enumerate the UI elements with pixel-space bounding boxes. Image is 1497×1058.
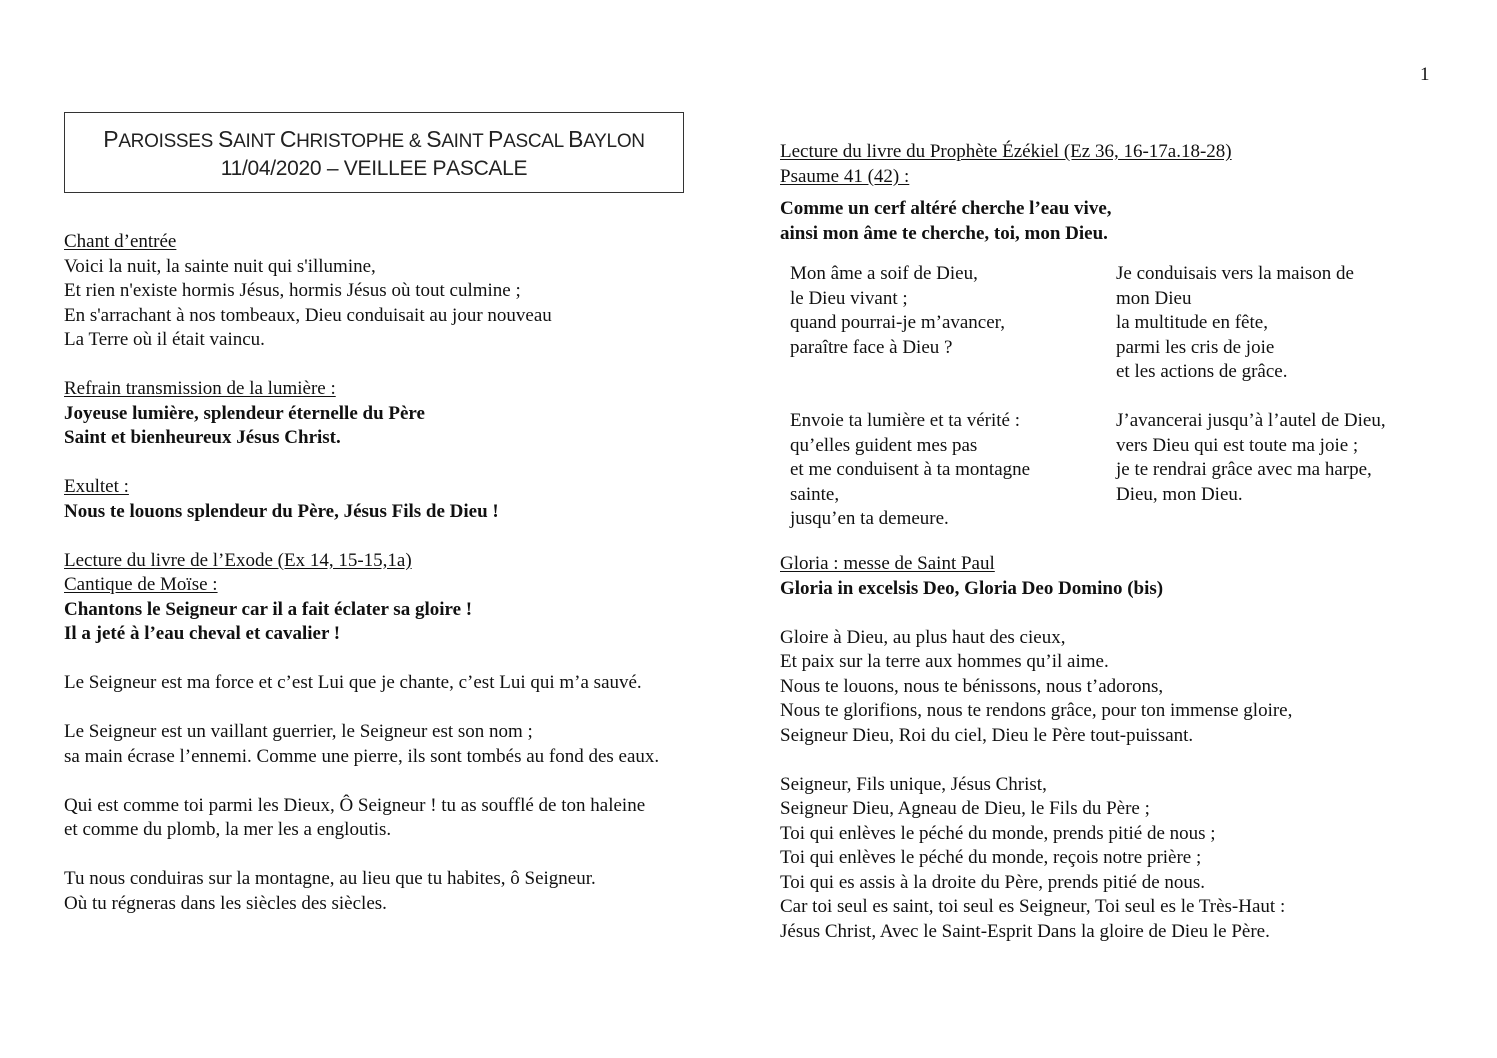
entree-line: Voici la nuit, la sainte nuit qui s'illumine, [64, 255, 376, 277]
page-number: 1 [1420, 64, 1430, 85]
cantique-verse-line: sa main écrase l’ennemi. Comme une pierre, ils sont tombés au fond des eaux. [64, 745, 660, 767]
gloria-line: Toi qui es assis à la droite du Père, prends pitié de nous. [780, 871, 1206, 893]
gloria-line: Seigneur Dieu, Roi du ciel, Dieu le Père tout-puissant. [780, 724, 1194, 746]
gloria-line: Car toi seul es saint, toi seul es Seigneur, Toi seul es le Très-Haut : [780, 896, 1286, 917]
cantique-verse-line: Tu nous conduiras sur la montagne, au lieu que tu habites, ô Seigneur. [64, 868, 596, 889]
cantique-refrain-line: Chantons le Seigneur car il a fait éclater sa gloire ! [64, 598, 473, 620]
cantique-heading: Cantique de Moïse : [64, 574, 218, 595]
gloria-line: Et paix sur la terre aux hommes qu’il aime. [780, 651, 1109, 672]
cantique-verse-line: Qui est comme toi parmi les Dieux, Ô Seigneur ! tu as soufflé de ton haleine [64, 794, 646, 816]
entree-line: Et rien n'existe hormis Jésus, hormis Jésus où tout culmine ; [64, 280, 521, 301]
gloria-line: Toi qui enlèves le péché du monde, reçois notre prière ; [780, 847, 1202, 868]
entree-line: En s'arrachant à nos tombeaux, Dieu conduisait au jour nouveau [64, 304, 552, 326]
entree-heading: Chant d’entrée [64, 231, 177, 252]
gloria-line: Seigneur, Fils unique, Jésus Christ, [780, 773, 1047, 795]
exultet-line: Nous te louons splendeur du Père, Jésus Fils de Dieu ! [64, 500, 499, 522]
refrain-section [64, 377, 754, 451]
left-column [64, 230, 754, 916]
cantique-verse-line: et comme du plomb, la mer les a engloutis. [64, 819, 392, 840]
right-column [780, 140, 1470, 942]
refrain-line: Saint et bienheureux Jésus Christ. [64, 427, 341, 448]
header-date-title: 11/04/2020 – VEILLEE PASCALE [220, 157, 528, 180]
gloria-line: Gloire à Dieu, au plus haut des cieux, [780, 626, 1066, 648]
entree-section [64, 230, 754, 353]
psaume-refrain-line: ainsi mon âme te cherche, toi, mon Dieu. [780, 222, 1108, 244]
header-parishes: PAROISSES SAINT CHRISTOPHE & SAINT PASCAL BAYLON [103, 126, 645, 152]
exode-section [64, 549, 754, 917]
gloria-section [780, 552, 1470, 944]
psaume-heading: Psaume 41 (42) : [780, 165, 910, 187]
exultet-section [64, 475, 754, 524]
refrain-heading: Refrain transmission de la lumière : [64, 378, 336, 399]
cantique-verse-line: Le Seigneur est un vaillant guerrier, le Seigneur est son nom ; [64, 721, 533, 742]
psaume-stanza-2: Je conduisais vers la maison de mon Dieu la multitude en fête, parmi les cris de joie et les actions de grâce. [1116, 263, 1354, 382]
gloria-line: Toi qui enlèves le péché du monde, prends pitié de nous ; [780, 822, 1216, 844]
entree-line: La Terre où il était vaincu. [64, 329, 265, 350]
exode-heading: Lecture du livre de l’Exode (Ex 14, 15-15,1a) [64, 549, 412, 571]
header-box [64, 112, 684, 193]
gloria-refrain: Gloria in excelsis Deo, Gloria Deo Domino (bis) [780, 577, 1164, 599]
ezekiel-heading: Lecture du livre du Prophète Ézékiel (Ez 36, 16-17a.18-28) [780, 141, 1232, 162]
psaume-stanza-3: Envoie ta lumière et ta vérité : qu’elles guident mes pas et me conduisent à ta montagne sainte, jusqu’en ta demeure. [790, 410, 1031, 529]
gloria-line: Jésus Christ, Avec le Saint-Esprit Dans la gloire de Dieu le Père. [780, 920, 1270, 942]
gloria-line: Nous te louons, nous te bénissons, nous t’adorons, [780, 675, 1164, 697]
exultet-heading: Exultet : [64, 476, 129, 497]
gloria-line: Nous te glorifions, nous te rendons grâce, pour ton immense gloire, [780, 700, 1293, 721]
psaume-stanza-1: Mon âme a soif de Dieu, le Dieu vivant ; quand pourrai-je m’avancer, paraître face à Dieu ? [790, 263, 1005, 358]
psaume-refrain-line: Comme un cerf altéré cherche l’eau vive, [780, 198, 1112, 219]
cantique-refrain-line: Il a jeté à l’eau cheval et cavalier ! [64, 623, 341, 644]
psaume-stanza-4: J’avancerai jusqu’à l’autel de Dieu, vers Dieu qui est toute ma joie ; je te rendrai grâce avec ma harpe, Dieu, mon Dieu. [1116, 410, 1386, 505]
cantique-verse-line: Où tu régneras dans les siècles des siècles. [64, 892, 387, 914]
gloria-line: Seigneur Dieu, Agneau de Dieu, le Fils du Père ; [780, 798, 1150, 819]
gloria-heading: Gloria : messe de Saint Paul [780, 553, 995, 574]
refrain-line: Joyeuse lumière, splendeur éternelle du Père [64, 402, 425, 424]
cantique-verse-line: Le Seigneur est ma force et c’est Lui que je chante, c’est Lui qui m’a sauvé. [64, 672, 642, 693]
